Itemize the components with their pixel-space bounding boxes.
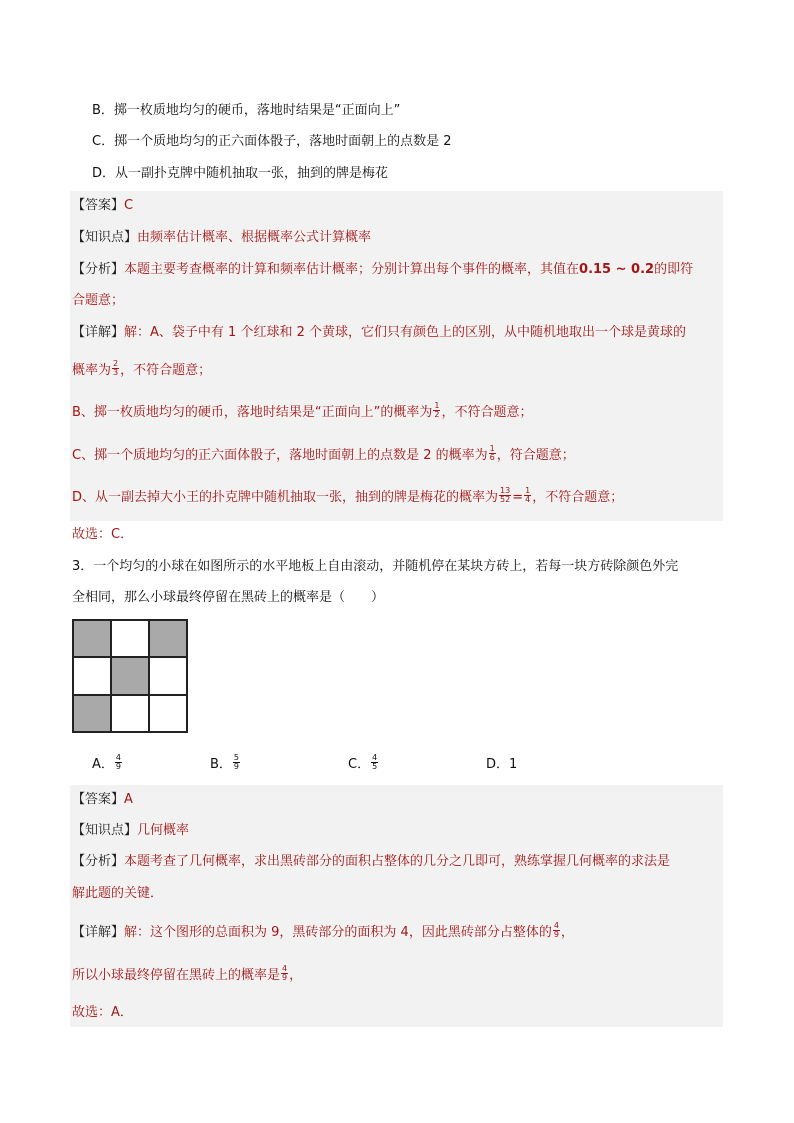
answer-tag: 【答案】: [72, 792, 125, 807]
analysis-line-2: 解此题的关键．: [72, 886, 164, 901]
option-d: D．从一副扑克牌中随机抽取一张，抽到的牌是梅花: [92, 166, 389, 181]
fraction-den: 6: [489, 453, 495, 462]
detail-text: B、掷一枚质地均匀的硬币，落地时结果是“正面向上”的概率为: [72, 405, 433, 420]
detail-d-line: [72, 488, 623, 508]
option-letter: B．: [210, 757, 232, 772]
analysis-text-end: 的即符: [654, 262, 694, 277]
tile-grid-figure: [72, 619, 188, 733]
option-b[interactable]: [210, 755, 241, 775]
option-letter: C．: [348, 757, 371, 772]
fraction-den: 9: [233, 762, 240, 771]
option-b: B．掷一枚质地均匀的硬币，落地时结果是“正面向上”: [92, 103, 401, 118]
fraction-num: 4: [115, 753, 121, 762]
fraction-den: 9: [282, 973, 288, 982]
fraction: [233, 754, 240, 771]
fraction-num: 1: [434, 401, 440, 410]
answer-line: [72, 196, 133, 216]
detail-text: ，: [289, 968, 303, 983]
dark-tile: [73, 620, 111, 657]
fraction: [115, 754, 122, 771]
answer-value: C: [124, 198, 134, 213]
white-tile: [111, 695, 149, 732]
fraction: [371, 754, 378, 771]
option-c: C．掷一个质地均匀的正六面体骰子，落地时面朝上的点数是 2: [92, 134, 452, 149]
answer-line: [72, 790, 133, 810]
option-d[interactable]: [486, 755, 517, 775]
knowledge-value: 几何概率: [137, 823, 190, 838]
fraction-num: 1: [489, 444, 495, 453]
knowledge-tag: 【知识点】: [72, 230, 138, 245]
fraction: [499, 487, 511, 504]
analysis-tag: 【分析】: [72, 854, 125, 869]
knowledge-line: [72, 228, 371, 248]
analysis-line-1: [72, 852, 670, 872]
fraction-den: 4: [525, 495, 531, 504]
analysis-text: 本题主要考查概率的计算和频率估计概率；分别计算出每个事件的概率，其值在: [124, 262, 580, 277]
fraction-den: 9: [553, 930, 559, 939]
detail-c-line: [72, 446, 575, 466]
choose-line: 故选：A．: [72, 1005, 133, 1020]
analysis-range: 0.15 ~ 0.2: [579, 262, 655, 277]
fraction-den: 2: [434, 410, 440, 419]
fraction: [553, 922, 560, 939]
fraction: [524, 487, 531, 504]
fraction-den: 9: [115, 762, 121, 771]
white-tile: [73, 657, 111, 694]
option-letter: A．: [92, 757, 114, 772]
detail-tag: 【详解】: [72, 325, 125, 340]
option-a[interactable]: [92, 755, 123, 775]
white-tile: [149, 695, 187, 732]
detail-text: 概率为: [72, 363, 112, 378]
fraction-num: 1: [525, 486, 531, 495]
detail-text: 所以小球最终停留在黑砖上的概率是: [72, 968, 281, 983]
detail-line-2: [72, 361, 211, 381]
white-tile: [111, 620, 149, 657]
dark-tile: [111, 657, 149, 694]
fraction-num: 2: [113, 359, 119, 368]
answer-tag: 【答案】: [72, 198, 125, 213]
detail-text: 解：这个图形的总面积为 9，黑砖部分的面积为 4，因此黑砖部分占整体的: [124, 925, 552, 940]
choose-line: 故选：C．: [72, 527, 134, 542]
dark-tile: [149, 620, 187, 657]
detail-line-1: [72, 923, 574, 943]
knowledge-tag: 【知识点】: [72, 823, 138, 838]
option-letter: D．: [486, 757, 510, 772]
fraction: [112, 360, 119, 377]
detail-text: D、从一副去掉大小王的扑克牌中随机抽取一张，抽到的牌是梅花的概率为: [72, 490, 499, 505]
fraction-num: 4: [282, 964, 288, 973]
option-text: 1: [509, 757, 518, 772]
analysis-text: 本题考查了几何概率，求出黑砖部分的面积占整体的几分之几即可，熟练掌握几何概率的求法是: [124, 854, 671, 869]
detail-text: ，不符合题意；: [441, 405, 533, 420]
knowledge-value: 由频率估计概率、根据概率公式计算概率: [137, 230, 372, 245]
answer-value: A: [124, 792, 133, 807]
detail-text: C、掷一个质地均匀的正六面体骰子，落地时面朝上的点数是 2 的概率为: [72, 448, 488, 463]
detail-line-2: [72, 966, 302, 986]
detail-b-line: [72, 403, 533, 423]
option-c[interactable]: [348, 755, 379, 775]
fraction-num: 4: [553, 921, 559, 930]
white-tile: [149, 657, 187, 694]
detail-tag: 【详解】: [72, 925, 125, 940]
fraction-num: 4: [372, 753, 378, 762]
detail-text: 解：A、袋子中有 1 个红球和 2 个黄球，它们只有颜色上的区别，从中随机地取出一个球是黄球的: [124, 325, 686, 340]
question-3-stem-2: 全相同，那么小球最终停留在黑砖上的概率是（ ）: [72, 590, 385, 605]
question-3-stem-1: 3．一个均匀的小球在如图所示的水平地板上自由滚动，并随机停在某块方砖上，若每一块方砖除颜色外完: [72, 559, 679, 574]
detail-line-1: [72, 323, 686, 343]
fraction-den: 3: [113, 368, 119, 377]
fraction-den: 52: [500, 495, 511, 504]
analysis-line-1: [72, 260, 693, 280]
fraction: [433, 402, 440, 419]
fraction-num: 13: [500, 486, 511, 495]
detail-text: ，: [560, 925, 574, 940]
detail-text: ，符合题意；: [496, 448, 575, 463]
fraction: [489, 445, 496, 462]
knowledge-line: [72, 821, 189, 841]
detail-text: ，不符合题意；: [532, 490, 624, 505]
analysis-tag: 【分析】: [72, 262, 125, 277]
fraction-num: 5: [233, 753, 240, 762]
equals-sign: =: [512, 490, 524, 505]
fraction-den: 5: [372, 762, 378, 771]
detail-text: ，不符合题意；: [120, 363, 212, 378]
dark-tile: [73, 695, 111, 732]
analysis-line-2: 合题意；: [72, 293, 125, 308]
fraction: [281, 965, 288, 982]
